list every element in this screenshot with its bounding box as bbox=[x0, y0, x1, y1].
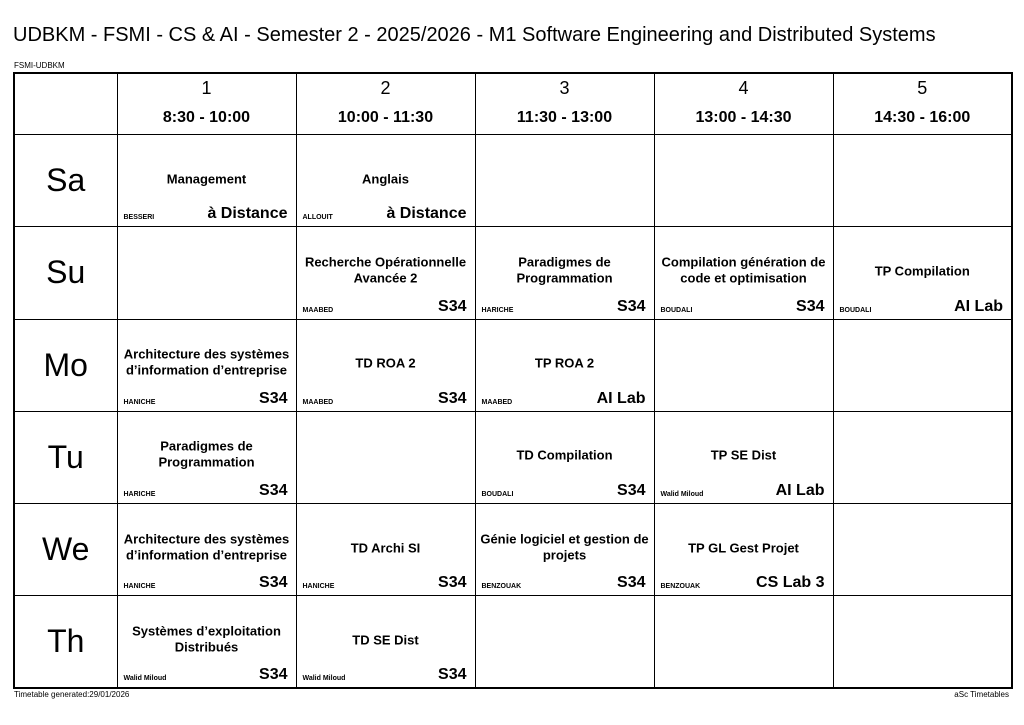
lesson-cell bbox=[296, 596, 475, 688]
day-row bbox=[14, 135, 1012, 227]
day-row bbox=[14, 411, 1012, 503]
lesson-card bbox=[476, 504, 654, 595]
lesson-card bbox=[118, 412, 296, 503]
lesson-teacher: BENZOUAK bbox=[660, 583, 701, 591]
lesson-room: S34 bbox=[617, 482, 646, 499]
lesson-subject: Anglais bbox=[362, 171, 409, 187]
lesson-room: S34 bbox=[617, 297, 646, 315]
lesson-cell bbox=[296, 319, 475, 411]
lesson-teacher: BOUDALI bbox=[839, 306, 872, 314]
period-header-row bbox=[14, 73, 1012, 135]
lesson-card bbox=[476, 320, 654, 411]
empty-cell bbox=[475, 596, 654, 688]
empty-cell bbox=[833, 504, 1012, 596]
lesson-cell bbox=[833, 227, 1012, 319]
lesson-room: S34 bbox=[438, 389, 467, 407]
empty-cell bbox=[296, 411, 475, 503]
period-time: 11:30 - 13:00 bbox=[516, 109, 613, 126]
lesson-teacher: MAABED bbox=[481, 398, 513, 406]
lesson-room: S34 bbox=[438, 297, 467, 315]
lesson-cell bbox=[654, 411, 833, 503]
lesson-card bbox=[655, 227, 833, 318]
lesson-teacher: HARICHE bbox=[123, 491, 156, 498]
lesson-cell bbox=[296, 135, 475, 227]
lesson-card bbox=[118, 504, 296, 595]
lesson-room: à Distance bbox=[207, 205, 288, 223]
lesson-card bbox=[297, 227, 475, 318]
day-row bbox=[14, 227, 1012, 319]
lesson-teacher: BOUDALI bbox=[481, 491, 514, 498]
lesson-card bbox=[476, 412, 654, 503]
lesson-card bbox=[834, 227, 1012, 318]
lesson-room: CS Lab 3 bbox=[756, 574, 825, 592]
day-row bbox=[14, 319, 1012, 411]
lesson-subject: Recherche Opérationnelle Avancée 2 bbox=[304, 254, 467, 286]
day-label: Su bbox=[14, 227, 117, 319]
empty-cell bbox=[475, 135, 654, 227]
lesson-teacher: BENZOUAK bbox=[481, 583, 522, 591]
lesson-room: S34 bbox=[259, 389, 288, 407]
period-time: 8:30 - 10:00 bbox=[162, 109, 251, 126]
lesson-cell bbox=[654, 504, 833, 596]
lesson-teacher: BESSERI bbox=[123, 214, 155, 222]
lesson-card bbox=[297, 135, 475, 226]
lesson-cell bbox=[117, 319, 296, 411]
lesson-card bbox=[476, 227, 654, 318]
lesson-subject: TP ROA 2 bbox=[534, 355, 595, 371]
period-header bbox=[833, 73, 1012, 135]
lesson-card bbox=[655, 412, 833, 503]
lesson-subject: TP Compilation bbox=[874, 263, 970, 279]
lesson-teacher: Walid Miloud bbox=[302, 675, 346, 682]
lesson-room: AI Lab bbox=[954, 297, 1003, 315]
empty-cell bbox=[833, 319, 1012, 411]
lesson-room: AI Lab bbox=[775, 482, 825, 499]
lesson-room: S34 bbox=[259, 482, 288, 499]
software-credit: aSc Timetables bbox=[954, 690, 1009, 699]
lesson-cell bbox=[117, 504, 296, 596]
lesson-card bbox=[118, 135, 296, 226]
lesson-cell bbox=[475, 411, 654, 503]
lesson-subject: Génie logiciel et gestion de projets bbox=[480, 531, 649, 563]
lesson-room: S34 bbox=[259, 574, 288, 592]
lesson-subject: Paradigmes de Programmation bbox=[516, 254, 613, 286]
lesson-subject: Architecture des systèmes d’information d’entreprise bbox=[123, 531, 290, 563]
day-label: Tu bbox=[14, 411, 117, 503]
day-row bbox=[14, 596, 1012, 688]
lesson-teacher: BOUDALI bbox=[660, 306, 693, 314]
lesson-cell bbox=[475, 227, 654, 319]
lesson-subject: TD SE Dist bbox=[352, 632, 419, 648]
lesson-card bbox=[297, 320, 475, 411]
school-code: FSMI-UDBKM bbox=[14, 61, 65, 70]
lesson-room: S34 bbox=[617, 574, 646, 592]
lesson-subject: Systèmes d’exploitation Distribués bbox=[132, 623, 281, 655]
period-number: 3 bbox=[559, 78, 570, 98]
lesson-cell bbox=[296, 504, 475, 596]
lesson-subject: Architecture des systèmes d’information d’entreprise bbox=[123, 346, 290, 378]
lesson-card bbox=[118, 596, 296, 687]
day-row bbox=[14, 504, 1012, 596]
lesson-card bbox=[655, 504, 833, 595]
lesson-card bbox=[297, 504, 475, 595]
lesson-subject: Management bbox=[166, 171, 247, 187]
lesson-cell bbox=[117, 596, 296, 688]
period-number: 1 bbox=[201, 78, 212, 98]
lesson-room: S34 bbox=[438, 666, 467, 683]
corner-cell bbox=[14, 73, 117, 135]
lesson-cell bbox=[475, 504, 654, 596]
day-label: We bbox=[14, 504, 117, 596]
lesson-subject: TD Compilation bbox=[516, 448, 613, 464]
period-number: 2 bbox=[380, 78, 391, 98]
period-number: 4 bbox=[738, 78, 749, 98]
generated-date: Timetable generated:29/01/2026 bbox=[14, 690, 130, 699]
lesson-cell bbox=[296, 227, 475, 319]
lesson-teacher: Walid Miloud bbox=[660, 491, 704, 498]
lesson-subject: Paradigmes de Programmation bbox=[158, 438, 255, 470]
period-header bbox=[654, 73, 833, 135]
empty-cell bbox=[654, 135, 833, 227]
lesson-teacher: ALLOUIT bbox=[302, 214, 333, 222]
period-time: 14:30 - 16:00 bbox=[874, 109, 971, 126]
lesson-room: à Distance bbox=[386, 205, 467, 223]
lesson-teacher: HANICHE bbox=[302, 583, 335, 591]
lesson-subject: TP GL Gest Projet bbox=[688, 540, 799, 556]
lesson-teacher: HANICHE bbox=[123, 398, 156, 406]
lesson-room: S34 bbox=[438, 574, 467, 592]
period-time: 13:00 - 14:30 bbox=[695, 109, 792, 126]
lesson-card bbox=[118, 320, 296, 411]
day-label: Mo bbox=[14, 319, 117, 411]
period-header bbox=[475, 73, 654, 135]
day-label: Sa bbox=[14, 135, 117, 227]
period-header bbox=[117, 73, 296, 135]
lesson-cell bbox=[654, 227, 833, 319]
lesson-subject: TP SE Dist bbox=[710, 448, 777, 464]
lesson-room: S34 bbox=[796, 297, 825, 315]
lesson-subject: TD Archi SI bbox=[350, 540, 421, 556]
lesson-cell bbox=[117, 135, 296, 227]
lesson-teacher: MAABED bbox=[302, 306, 334, 314]
lesson-room: S34 bbox=[259, 666, 288, 683]
lesson-subject: TD ROA 2 bbox=[355, 355, 416, 371]
period-time: 10:00 - 11:30 bbox=[337, 109, 434, 126]
empty-cell bbox=[833, 135, 1012, 227]
empty-cell bbox=[833, 411, 1012, 503]
lesson-card bbox=[297, 596, 475, 687]
lesson-teacher: HANICHE bbox=[123, 583, 156, 591]
empty-cell bbox=[117, 227, 296, 319]
empty-cell bbox=[654, 319, 833, 411]
lesson-teacher: Walid Miloud bbox=[123, 675, 167, 682]
period-number: 5 bbox=[917, 78, 928, 98]
empty-cell bbox=[654, 596, 833, 688]
timetable-grid bbox=[13, 72, 1013, 689]
lesson-cell bbox=[117, 411, 296, 503]
lesson-cell bbox=[475, 319, 654, 411]
lesson-teacher: HARICHE bbox=[481, 306, 514, 314]
lesson-teacher: MAABED bbox=[302, 398, 334, 406]
day-label: Th bbox=[14, 596, 117, 688]
empty-cell bbox=[833, 596, 1012, 688]
lesson-room: AI Lab bbox=[596, 389, 646, 407]
page-title: UDBKM - FSMI - CS & AI - Semester 2 - 2025/2026 - M1 Software Engineering and Distributed Systems bbox=[13, 24, 936, 46]
period-header bbox=[296, 73, 475, 135]
lesson-subject: Compilation génération de code et optimisation bbox=[661, 254, 826, 286]
